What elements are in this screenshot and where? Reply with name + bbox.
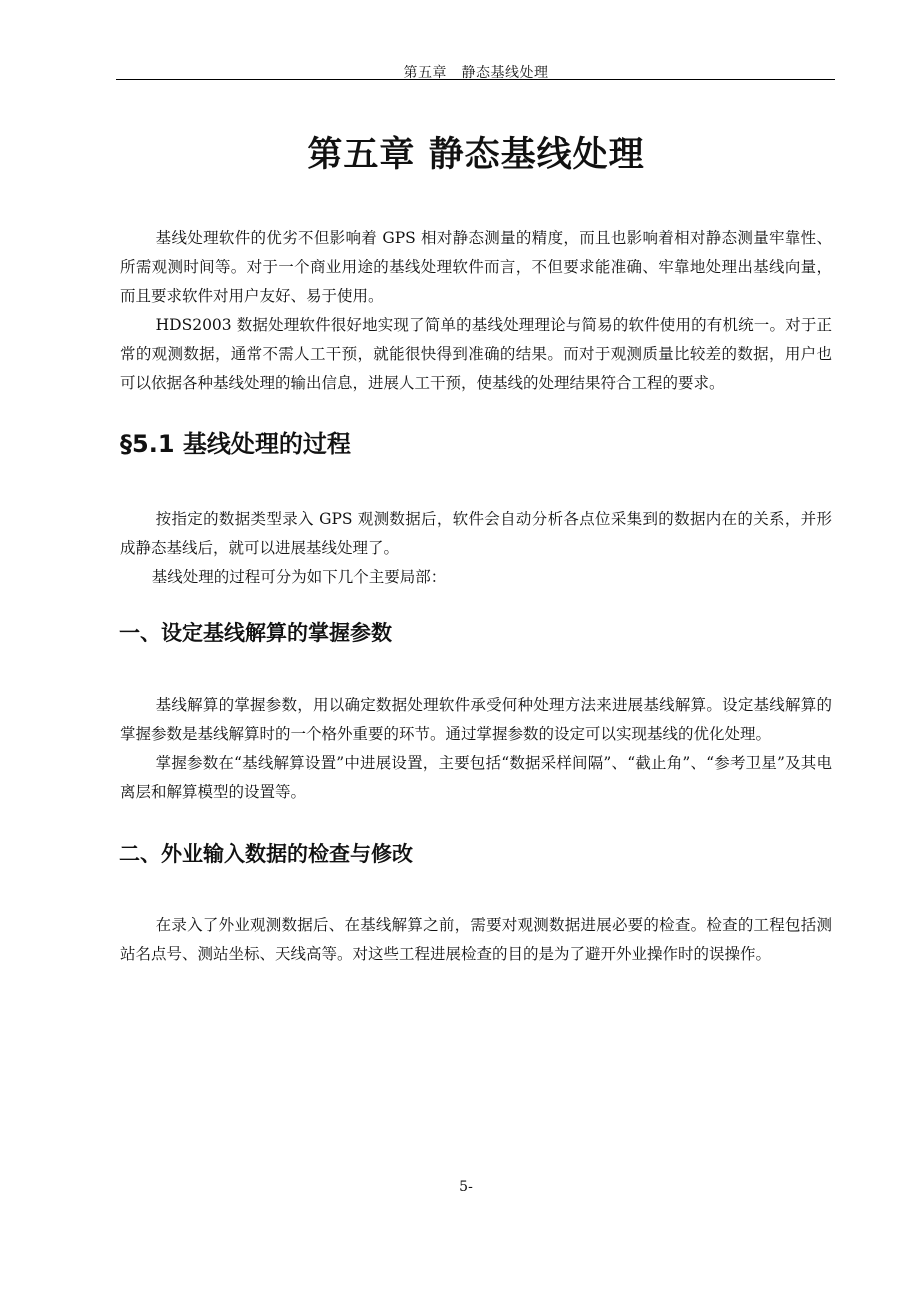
section-1-paragraph-2: 基线处理的过程可分为如下几个主要局部： (151, 568, 447, 586)
subsection-2-paragraph-1: 在录入了外业观测数据后、在基线解算之前，需要对观测数据进展必要的检查。检查的工程包括测站名点号、测站坐标、天线高等。对这些工程进展检查的目的是为了避开外业操作时的误操作。 (120, 916, 832, 963)
subsection-1-paragraph-2: 掌握参数在“基线解算设置”中进展设置，主要包括“数据采样间隔”、“截止角”、“参考卫星”及其电离层和解算模型的设置等。 (120, 754, 832, 801)
running-header: 第五章 静态基线处理 (403, 65, 549, 81)
intro-paragraph-1: 基线处理软件的优劣不但影响着 GPS 相对静态测量的精度，而且也影响着相对静态测量牢靠性、所需观测时间等。对于一个商业用途的基线处理软件而言，不但要求能准确、牢靠地处理出基线向量，而且要求软件对用户友好、易于使用。 (120, 229, 832, 305)
chapter-title: 第五章 静态基线处理 (307, 135, 645, 175)
page-number: 5- (459, 1179, 473, 1195)
header-rule (116, 79, 835, 80)
document-body (120, 224, 832, 969)
section-1-paragraph-1: 按指定的数据类型录入 GPS 观测数据后，软件会自动分析各点位采集到的数据内在的关系，并形成静态基线后，就可以进展基线处理了。 (120, 510, 832, 557)
subsection-1-paragraph-1: 基线解算的掌握参数，用以确定数据处理软件承受何种处理方法来进展基线解算。设定基线解算的掌握参数是基线解算时的一个格外重要的环节。通过掌握参数的设定可以实现基线的优化处理。 (120, 696, 832, 743)
subsection-heading-1: 一、设定基线解算的掌握参数 (119, 621, 392, 645)
subsection-heading-2: 二、外业输入数据的检查与修改 (119, 842, 413, 866)
intro-paragraph-2: HDS2003 数据处理软件很好地实现了简单的基线处理理论与简易的软件使用的有机统一。对于正常的观测数据，通常不需人工干预，就能很快得到准确的结果。而对于观测质量比较差的数据，用户也可以依据各种基线处理的输出信息，进展人工干预，使基线的处理结果符合工程的要求。 (120, 316, 832, 392)
section-heading-5-1: §5.1 基线处理的过程 (120, 430, 351, 458)
